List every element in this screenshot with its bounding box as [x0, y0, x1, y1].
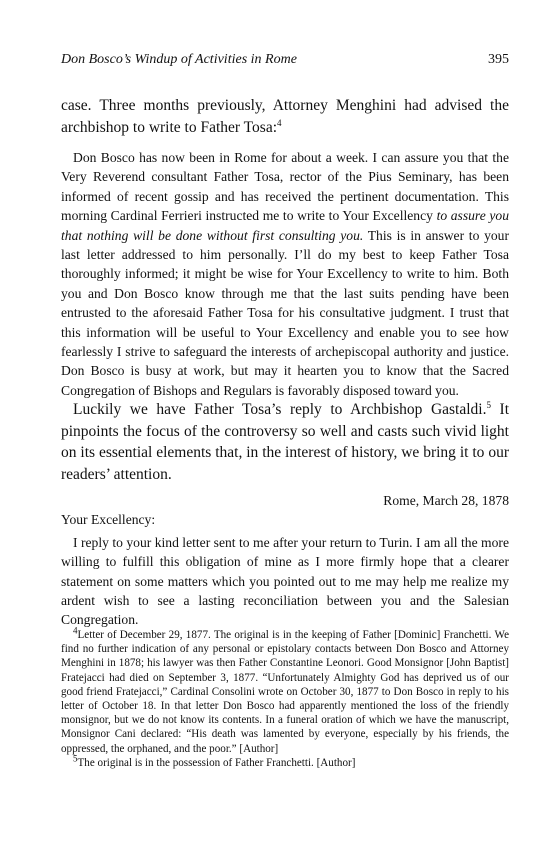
footnotes — [61, 625, 509, 770]
transition-part1: Luckily we have Father Tosa’s reply to Archbishop Gastaldi. — [73, 401, 487, 418]
running-title: Don Bosco’s Windup of Activities in Rome — [61, 52, 297, 67]
letter1-part2: This is in answer to your last letter addressed to him personally. I’ll do my best to keep Father Tosa thoroughly informed; it might be wise for Your Excellency to write to him. Both you and Don Bosco know through me that the last suits pending have been entrusted to the aforesaid Father Tosa for his consultative judgment. I trust that this information will be useful to Your Excellency and enable you to see how fearlessly I strive to safeguard the interests of archepiscopal authority and justice. Don Bosco is busy at work, but may it hearten you to know that the Sacred Congregation of Bishops and Regulars is favorably disposed toward you. — [61, 227, 509, 398]
footnote-marker-5: 5 — [73, 753, 78, 764]
letter1-emphasis: to assure you that nothing will be done without first consulting you. — [61, 208, 509, 243]
transition-part2: It pinpoints the focus of the controversy so well and casts such vivid light on its essential elements that, in the interest of history, we bring it to our readers’ attention. — [61, 401, 509, 483]
quoted-letter-tosa — [61, 491, 509, 630]
transition-paragraph — [61, 399, 509, 485]
footnote-4-text: Letter of December 29, 1877. The original is in the keeping of Father [Dominic] Franchetti. We find no further indication of any personal or epistolary contacts between Don Bosco and Attorney Menghini in 1878; his lawyer was then Father Constantine Leonori. Good Monsignor [John Baptist] Fratejacci had died on September 3, 1877. “Unfortunately Almighty God has deprived us of our good friend Fratejacci,” Cardinal Consolini wrote on October 30, 1877 to Don Bosco in reply to his letter of October 18. In that letter Don Bosco had apparently mentioned the loss of the friendly monsignor, but we do not know its contents. In a funeral oration of which we have the manuscript, Monsignor Cani declared: “His death was lamented by everyone, especially by his friends, the oppressed, the orphaned, and the poor.” [Author] — [61, 629, 509, 755]
letter-date: Rome, March 28, 1878 — [383, 493, 509, 508]
letter2-body: I reply to your kind letter sent to me after your return to Turin. I am all the more willing to fulfill this obligation of mine as I more firmly hope that a clearer statement on some matters which you pointed out to me may help me realize my ardent wish to see a lasting reconciliation between you and the Salesian Congregation. — [61, 534, 509, 628]
letter1-part1: Don Bosco has now been in Rome for about a week. I can assure you that the Very Reverend consultant Father Tosa, rector of the Pius Seminary, has been informed of recent gossip and has received the pertinent documentation. This morning Cardinal Ferrieri instructed me to write to Your Excellency — [61, 150, 509, 224]
footnote-marker-4: 4 — [73, 625, 78, 636]
footnote-4 — [61, 625, 509, 756]
footnote-5-text: The original is in the possession of Father Franchetti. [Author] — [77, 756, 356, 769]
footnote-5 — [61, 753, 509, 770]
footnote-ref-5: 5 — [486, 399, 491, 410]
intro-paragraph — [61, 95, 509, 138]
intro-text: case. Three months previously, Attorney Menghini had advised the archbishop to write to Father Tosa: — [61, 97, 509, 136]
letter-greeting: Your Excellency: — [61, 512, 156, 528]
footnote-ref-4: 4 — [277, 117, 282, 128]
page-number: 395 — [488, 52, 509, 67]
quoted-letter-menghini — [61, 148, 509, 400]
running-header — [61, 52, 509, 68]
